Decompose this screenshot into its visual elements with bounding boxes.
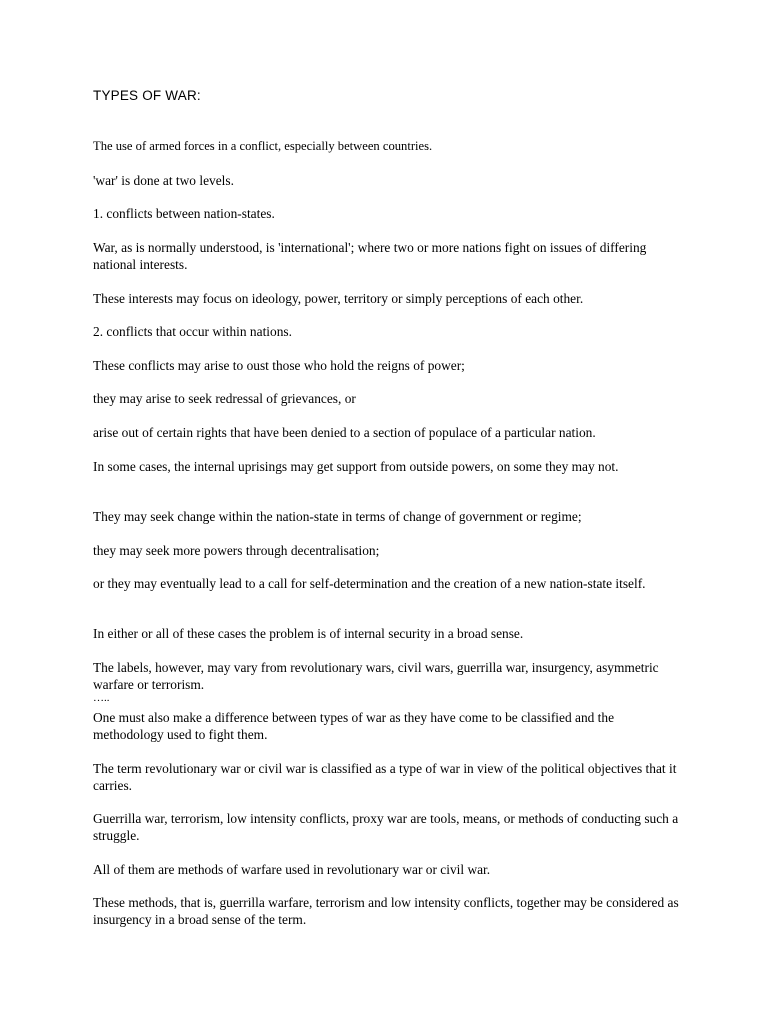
paragraph-oust-power: These conflicts may arise to oust those who hold the reigns of power; (93, 358, 465, 373)
paragraph-interests: These interests may focus on ideology, power, territory or simply perceptions of each other. (93, 291, 584, 306)
paragraph-rights-denied: arise out of certain rights that have been denied to a section of populace of a particular nation. (93, 425, 596, 440)
paragraph-political-objectives: The term revolutionary war or civil war is classified as a type of war in view of the political objectives that it carries. (93, 761, 677, 793)
paragraph-methods-of-warfare: All of them are methods of warfare used in revolutionary war or civil war. (93, 862, 491, 877)
paragraph-international-war: War, as is normally understood, is 'international'; where two or more nations fight on issues of differing national interests. (93, 240, 647, 272)
paragraph-tools-means: Guerrilla war, terrorism, low intensity conflicts, proxy war are tools, means, or methods of conducting such a struggle. (93, 811, 679, 843)
paragraph-internal-security: In either or all of these cases the problem is of internal security in a broad sense. (93, 626, 524, 641)
paragraph-grievances: they may arise to seek redressal of grievances, or (93, 391, 356, 406)
paragraph-decentralisation: they may seek more powers through decentralisation; (93, 543, 380, 558)
paragraph-level-one: 1. conflicts between nation-states. (93, 206, 275, 221)
paragraph-definition: The use of armed forces in a conflict, especially between countries. (93, 139, 433, 153)
paragraph-self-determination: or they may eventually lead to a call for self-determination and the creation of a new nation-state itself. (93, 576, 646, 591)
paragraph-level-two: 2. conflicts that occur within nations. (93, 324, 292, 339)
paragraph-insurgency: These methods, that is, guerrilla warfare, terrorism and low intensity conflicts, together may be considered as insurgency in a broad sense of the term. (93, 895, 679, 927)
paragraph-methodology: One must also make a difference between types of war as they have come to be classified and the methodology used to fight them. (93, 710, 615, 742)
ellipsis-marker: ….. (93, 692, 110, 704)
paragraph-two-levels: 'war' is done at two levels. (93, 173, 234, 188)
paragraph-regime-change: They may seek change within the nation-state in terms of change of government or regime; (93, 509, 582, 524)
paragraph-labels: The labels, however, may vary from revolutionary wars, civil wars, guerrilla war, insurgency, asymmetric warfare or terrorism. (93, 660, 659, 692)
paragraph-outside-support: In some cases, the internal uprisings may get support from outside powers, on some they may not. (93, 459, 619, 474)
document-title: TYPES OF WAR: (93, 88, 201, 103)
